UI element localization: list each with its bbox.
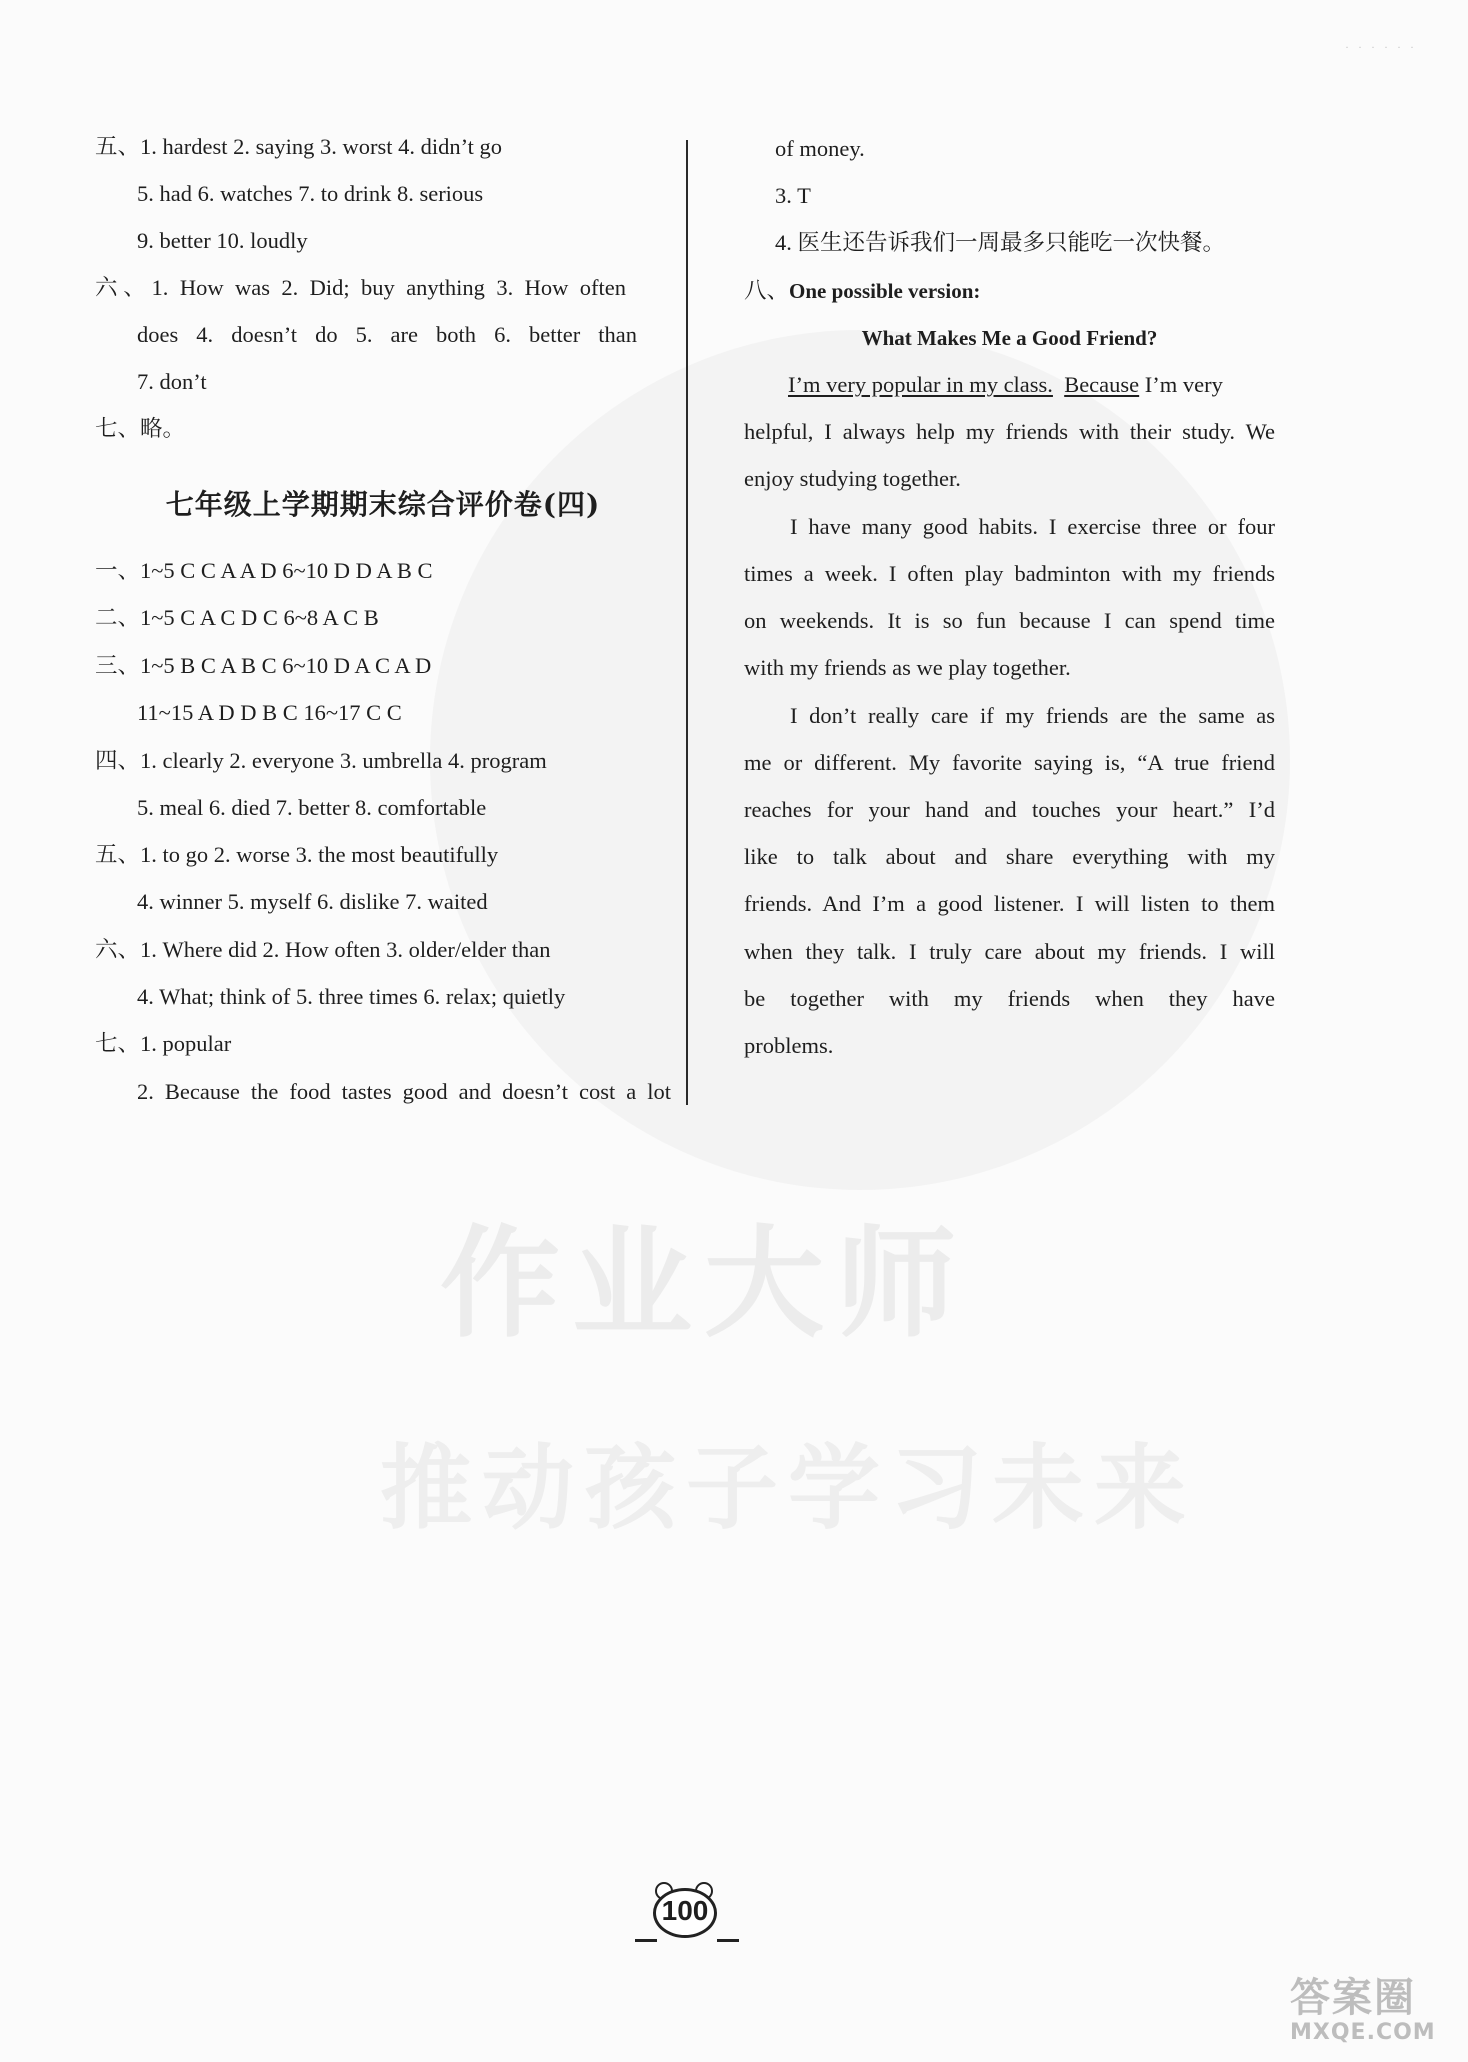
- answer-line: 4. winner 5. myself 6. dislike 7. waited: [137, 889, 488, 914]
- essay-line: [744, 370, 1275, 400]
- corner-scan-mark: · · · · · ·: [1345, 40, 1417, 54]
- essay-line: reaches for your hand and touches your heart.” I’d: [744, 797, 1275, 822]
- essay-text: I’m very: [1139, 372, 1223, 397]
- answer-line: 5. meal 6. died 7. better 8. comfortable: [137, 795, 487, 820]
- answer-line: 七、略。: [95, 416, 186, 441]
- watermark-text-main: 作业大师: [440, 1215, 968, 1354]
- essay-line: helpful, I always help my friends with their study. We: [744, 419, 1275, 444]
- answer-line: 五、1. to go 2. worse 3. the most beautifully: [95, 842, 499, 867]
- essay-line: with my friends as we play together.: [744, 655, 1071, 680]
- answer-line: 一、1~5 C C A A D 6~10 D D A B C: [95, 558, 433, 583]
- section-8-header: [744, 276, 980, 306]
- essay-line: enjoy studying together.: [744, 466, 961, 491]
- essay-line: on weekends. It is so fun because I can spend time: [744, 608, 1275, 633]
- answer-line: 三、1~5 B C A B C 6~10 D A C A D: [95, 653, 432, 678]
- clock-foot-icon: [635, 1933, 657, 1942]
- essay-line: I don’t really care if my friends are the same as: [790, 703, 1275, 728]
- answer-line: does 4. doesn’t do 5. are both 6. better than: [137, 322, 637, 347]
- section-8-label: One possible version:: [789, 279, 981, 303]
- essay-line: friends. And I’m a good listener. I will listen to them: [744, 891, 1275, 916]
- site-stamp: [1290, 1975, 1460, 2055]
- answer-line: 7. don’t: [137, 369, 207, 394]
- essay-line: me or different. My favorite saying is, “A true friend: [744, 750, 1275, 775]
- answer-line: 四、1. clearly 2. everyone 3. umbrella 4. program: [95, 748, 547, 773]
- answer-line: 二、1~5 C A C D C 6~8 A C B: [95, 605, 379, 630]
- essay-line: like to talk about and share everything with my: [744, 844, 1275, 869]
- answer-line: 2. Because the food tastes good and doesn’t cost a lot: [137, 1079, 671, 1104]
- essay-title: What Makes Me a Good Friend?: [861, 326, 1158, 350]
- site-stamp-logo: 答案圈: [1290, 1975, 1416, 2021]
- answer-line: 六、1. How was 2. Did; buy anything 3. How often: [95, 275, 626, 300]
- page-number-badge: [625, 1882, 745, 1942]
- answer-line: 3. T: [775, 183, 811, 208]
- essay-underlined-word: Because: [1064, 372, 1140, 397]
- section-8-prefix: 八、: [744, 278, 790, 303]
- watermark-text-slogan: 推动孩子学习未来: [380, 1435, 1197, 1542]
- answer-line: 4. 医生还告诉我们一周最多只能吃一次快餐。: [775, 230, 1226, 255]
- answer-line: of money.: [775, 136, 865, 161]
- answer-line: 五、1. hardest 2. saying 3. worst 4. didn’t go: [95, 134, 503, 159]
- answer-line: 11~15 A D D B C 16~17 C C: [137, 700, 402, 725]
- essay-line: be together with my friends when they have: [744, 986, 1275, 1011]
- answer-line: 七、1. popular: [95, 1031, 232, 1056]
- page-number: 100: [661, 1895, 709, 1926]
- essay-line: problems.: [744, 1033, 834, 1058]
- essay-line: when they talk. I truly care about my friends. I will: [744, 939, 1275, 964]
- essay-line: times a week. I often play badminton with my friends: [744, 561, 1275, 586]
- answer-line: 5. had 6. watches 7. to drink 8. serious: [137, 181, 484, 206]
- answer-line: 4. What; think of 5. three times 6. relax; quietly: [137, 984, 566, 1009]
- answer-line: 六、1. Where did 2. How often 3. older/elder than: [95, 937, 551, 962]
- site-stamp-url: MXQE.COM: [1290, 2020, 1436, 2045]
- answer-line: 9. better 10. loudly: [137, 228, 308, 253]
- essay-line: I have many good habits. I exercise three or four: [790, 514, 1275, 539]
- section-title: 七年级上学期期末综合评价卷(四): [165, 488, 601, 521]
- column-divider: [686, 140, 688, 1105]
- essay-underlined-sentence: I’m very popular in my class.: [788, 372, 1053, 397]
- clock-foot-icon: [717, 1933, 739, 1942]
